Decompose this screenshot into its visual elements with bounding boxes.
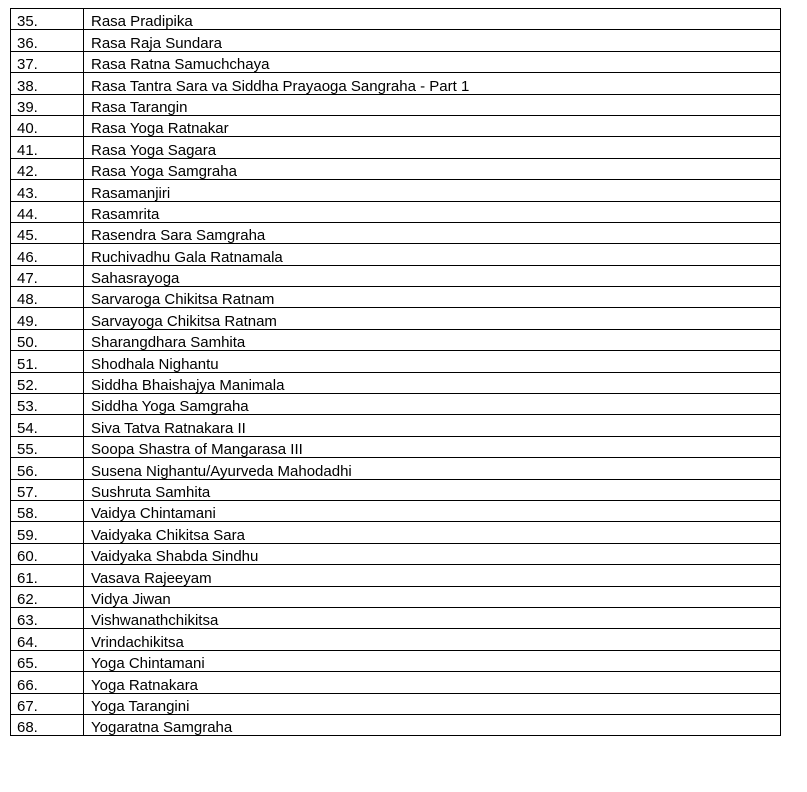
row-title: Rasa Yoga Ratnakar [84, 115, 781, 136]
table-row [11, 500, 781, 521]
row-title: Rasa Yoga Sagara [84, 137, 781, 158]
table-row [11, 351, 781, 372]
row-number: 46. [11, 244, 84, 265]
row-number: 56. [11, 458, 84, 479]
row-title: Rasa Pradipika [84, 9, 781, 30]
table-row [11, 9, 781, 30]
table-row [11, 522, 781, 543]
row-number: 66. [11, 672, 84, 693]
table-row [11, 51, 781, 72]
row-title: Shodhala Nighantu [84, 351, 781, 372]
row-title: Sarvayoga Chikitsa Ratnam [84, 308, 781, 329]
table-row [11, 244, 781, 265]
row-title: Vidya Jiwan [84, 586, 781, 607]
row-number: 50. [11, 329, 84, 350]
table-row [11, 607, 781, 628]
row-title: Rasendra Sara Samgraha [84, 222, 781, 243]
table-row [11, 650, 781, 671]
row-title: Vaidyaka Shabda Sindhu [84, 543, 781, 564]
row-number: 37. [11, 51, 84, 72]
table-row [11, 329, 781, 350]
row-number: 68. [11, 714, 84, 735]
table-row [11, 137, 781, 158]
table-row [11, 672, 781, 693]
row-number: 40. [11, 115, 84, 136]
row-number: 35. [11, 9, 84, 30]
row-title: Vasava Rajeeyam [84, 565, 781, 586]
row-number: 49. [11, 308, 84, 329]
row-number: 47. [11, 265, 84, 286]
row-number: 36. [11, 30, 84, 51]
table-row [11, 714, 781, 735]
table-row [11, 30, 781, 51]
table-row [11, 158, 781, 179]
row-title: Yoga Chintamani [84, 650, 781, 671]
row-number: 43. [11, 180, 84, 201]
row-number: 55. [11, 436, 84, 457]
row-title: Yoga Tarangini [84, 693, 781, 714]
row-number: 41. [11, 137, 84, 158]
table-row [11, 436, 781, 457]
row-number: 54. [11, 415, 84, 436]
row-title: Siddha Bhaishajya Manimala [84, 372, 781, 393]
row-number: 61. [11, 565, 84, 586]
row-number: 62. [11, 586, 84, 607]
row-title: Vrindachikitsa [84, 629, 781, 650]
row-title: Vishwanathchikitsa [84, 607, 781, 628]
table-row [11, 479, 781, 500]
row-number: 38. [11, 73, 84, 94]
row-title: Rasa Raja Sundara [84, 30, 781, 51]
row-title: Rasa Ratna Samuchchaya [84, 51, 781, 72]
row-number: 44. [11, 201, 84, 222]
table-row [11, 308, 781, 329]
row-title: Rasamanjiri [84, 180, 781, 201]
row-number: 57. [11, 479, 84, 500]
row-number: 58. [11, 500, 84, 521]
table-row [11, 372, 781, 393]
row-number: 52. [11, 372, 84, 393]
table-row [11, 73, 781, 94]
row-title: Ruchivadhu Gala Ratnamala [84, 244, 781, 265]
row-title: Rasa Tarangin [84, 94, 781, 115]
table-row [11, 565, 781, 586]
table-row [11, 693, 781, 714]
row-number: 39. [11, 94, 84, 115]
row-number: 63. [11, 607, 84, 628]
row-title: Sharangdhara Samhita [84, 329, 781, 350]
row-title: Siva Tatva Ratnakara II [84, 415, 781, 436]
table-row [11, 265, 781, 286]
row-title: Rasa Yoga Samgraha [84, 158, 781, 179]
row-title: Siddha Yoga Samgraha [84, 394, 781, 415]
table-row [11, 629, 781, 650]
table-row [11, 458, 781, 479]
text-list-table [10, 8, 781, 736]
row-title: Sarvaroga Chikitsa Ratnam [84, 287, 781, 308]
table-row [11, 543, 781, 564]
row-title: Susena Nighantu/Ayurveda Mahodadhi [84, 458, 781, 479]
table-row [11, 201, 781, 222]
row-title: Vaidyaka Chikitsa Sara [84, 522, 781, 543]
row-number: 53. [11, 394, 84, 415]
row-title: Rasamrita [84, 201, 781, 222]
table-row [11, 180, 781, 201]
table-row [11, 222, 781, 243]
row-number: 67. [11, 693, 84, 714]
row-title: Yogaratna Samgraha [84, 714, 781, 735]
row-number: 60. [11, 543, 84, 564]
row-title: Yoga Ratnakara [84, 672, 781, 693]
row-number: 64. [11, 629, 84, 650]
table-row [11, 94, 781, 115]
row-number: 65. [11, 650, 84, 671]
row-number: 45. [11, 222, 84, 243]
row-title: Sushruta Samhita [84, 479, 781, 500]
table-row [11, 586, 781, 607]
row-title: Soopa Shastra of Mangarasa III [84, 436, 781, 457]
row-title: Rasa Tantra Sara va Siddha Prayaoga Sangraha - Part 1 [84, 73, 781, 94]
table-row [11, 115, 781, 136]
row-title: Sahasrayoga [84, 265, 781, 286]
row-number: 42. [11, 158, 84, 179]
row-number: 48. [11, 287, 84, 308]
row-number: 59. [11, 522, 84, 543]
row-number: 51. [11, 351, 84, 372]
row-title: Vaidya Chintamani [84, 500, 781, 521]
table-row [11, 394, 781, 415]
table-row [11, 287, 781, 308]
table-row [11, 415, 781, 436]
table-body [11, 9, 781, 736]
